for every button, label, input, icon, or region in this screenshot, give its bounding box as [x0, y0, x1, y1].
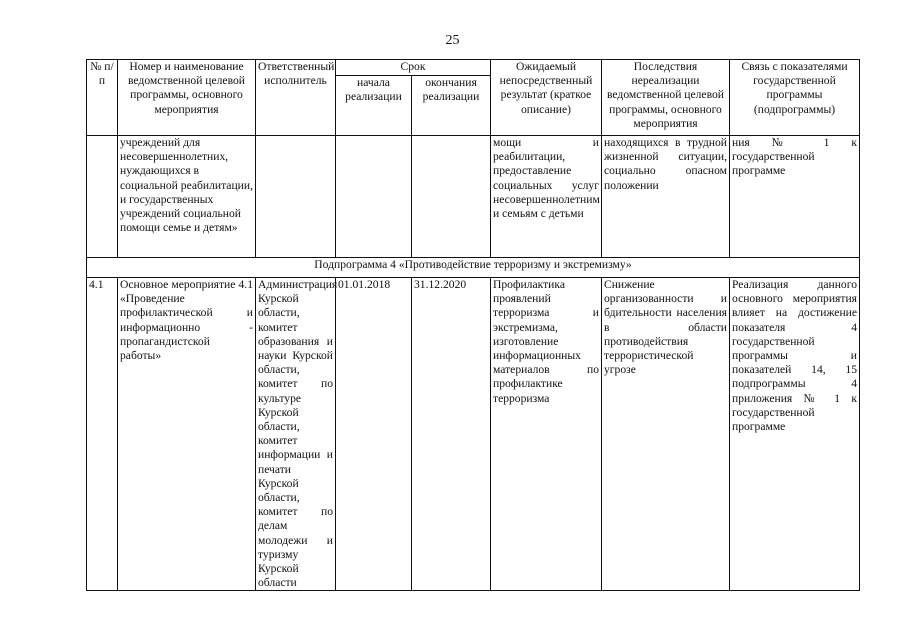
header-start: начала реализации	[336, 76, 412, 136]
header-responsible: Ответственный исполнитель	[256, 60, 336, 136]
cell-result: Профилактика проявлений терроризма и экстремизма, изготовление информационных материалов по профилактике терроризма	[491, 278, 602, 591]
page-number: 25	[445, 33, 460, 48]
cell-responsible: Администрация Курской области, комитет образования и науки Курской области, комитет по культуре Курской области, комитет информации и печати Курской области, комитет по делам молодежи и туризму Курской области	[256, 278, 336, 591]
cell-start: 01.01.2018	[336, 278, 412, 591]
table-row-4-1	[87, 278, 860, 591]
header-num: № п/п	[87, 60, 118, 136]
cell-end	[412, 136, 491, 258]
cell-link: ния № 1 к государственной программе	[730, 136, 860, 258]
cell-link: Реализация данного основного мероприятия влияет на достижение показателя 4 государственной программы и показателей 14, 15 подпрограммы 4 приложения № 1 к государственной программе	[730, 278, 860, 591]
header-term: Срок	[336, 60, 491, 76]
table-row-continuation	[87, 136, 860, 258]
header-link: Связь с показателями государственной программы (подпрограммы)	[730, 60, 860, 136]
header-consequences: Последствия нереализации ведомственной целевой программы, основного мероприятия	[602, 60, 730, 136]
header-result: Ожидаемый непосредственный результат (краткое описание)	[491, 60, 602, 136]
cell-consequences: находящихся в трудной жизненной ситуации, социально опасном положении	[602, 136, 730, 258]
cell-responsible	[256, 136, 336, 258]
cell-start	[336, 136, 412, 258]
cell-name: Основное мероприятие 4.1 «Проведение профилактической и информационно - пропагандистской работы»	[118, 278, 256, 591]
cell-result: мощи и реабилитации, предоставление социальных услуг несовершеннолетним и семьям с детьми	[491, 136, 602, 258]
table-header-row	[87, 60, 860, 76]
cell-name: учреждений для несовершеннолетних, нуждающихся в социальной реабилитации, и государственных учреждений социальной помощи семье и детям»	[118, 136, 256, 258]
cell-end: 31.12.2020	[412, 278, 491, 591]
subprogram-row	[87, 258, 860, 278]
header-end: окончания реализации	[412, 76, 491, 136]
header-name: Номер и наименование ведомственной целевой программы, основного мероприятия	[118, 60, 256, 136]
cell-consequences: Снижение организованности и бдительности населения в области противодействия террористической угрозе	[602, 278, 730, 591]
cell-num: 4.1	[87, 278, 118, 591]
measures-table	[86, 59, 860, 591]
subprogram-title: Подпрограмма 4 «Противодействие терроризму и экстремизму»	[87, 258, 860, 278]
cell-num	[87, 136, 118, 258]
